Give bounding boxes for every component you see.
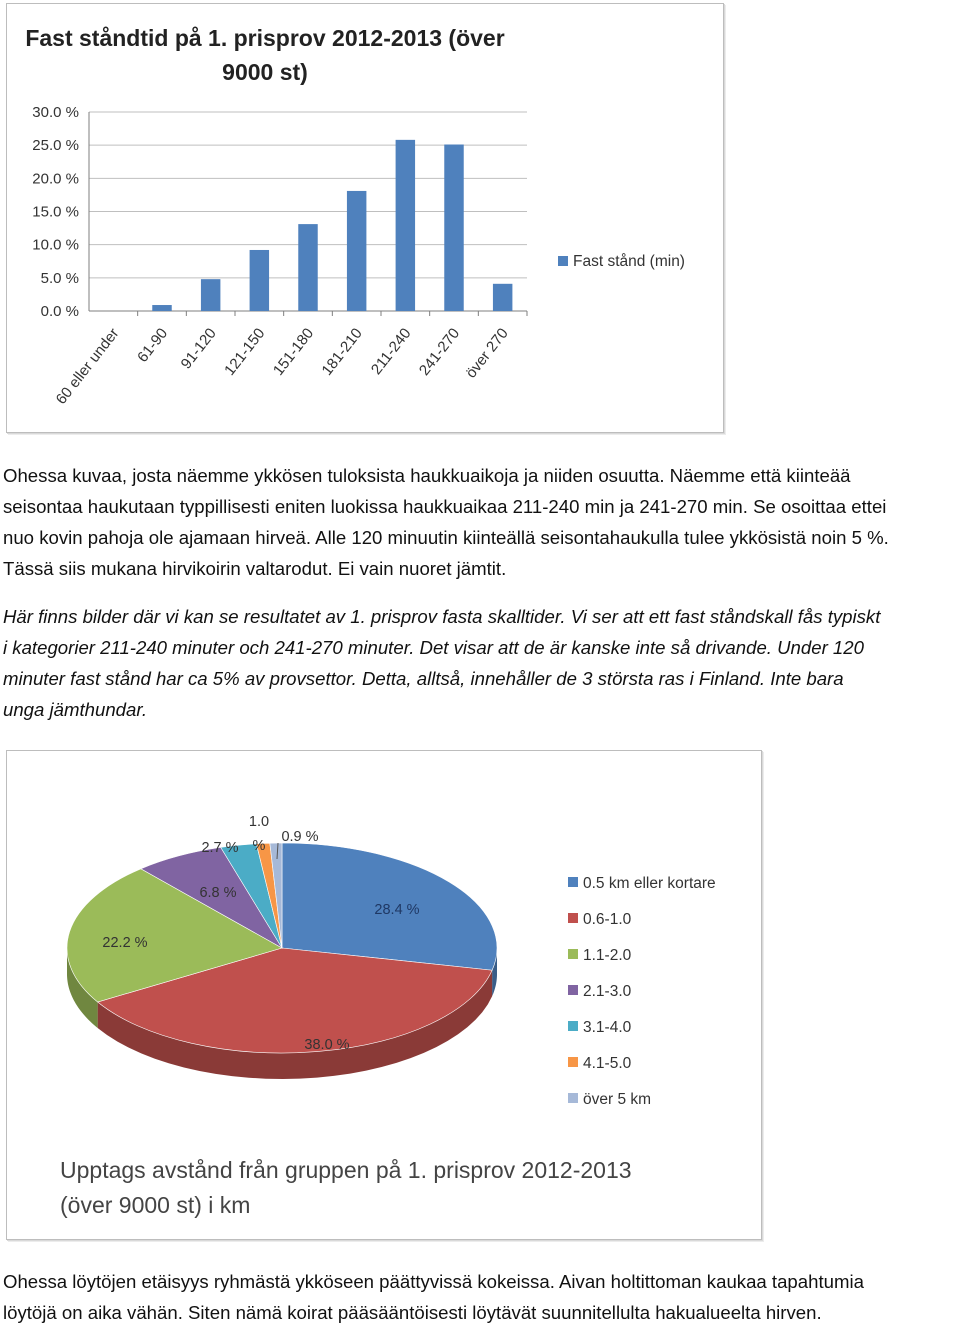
pie-data-label: 1.0 bbox=[248, 814, 270, 830]
paragraph-line: löytöjä on aika vähän. Siten nämä koirat pääsääntöisesti löytävät suunnitellulta hakualueelta hirven. bbox=[3, 1302, 822, 1323]
paragraph-line: Ohessa löytöjen etäisyys ryhmästä ykköseen päättyvissä kokeissa. Aivan holtittoman kaukaa tapahtumia bbox=[3, 1271, 864, 1292]
pie-data-label: 28.4 % bbox=[374, 902, 420, 918]
x-tick-label: 121-150 bbox=[221, 324, 269, 379]
y-tick-label: 25.0 % bbox=[32, 137, 79, 155]
pie-data-label: 38.0 % bbox=[304, 1037, 350, 1053]
y-tick-label: 10.0 % bbox=[32, 236, 79, 254]
paragraph-line: Ohessa kuvaa, josta näemme ykkösen tuloksista haukkuaikoja ja niiden osuutta. Näemme että kiinteää bbox=[3, 465, 851, 486]
x-tick-label: 91-120 bbox=[177, 324, 220, 373]
legend-swatch bbox=[568, 985, 578, 995]
legend-swatch bbox=[558, 256, 568, 266]
legend-label: 0.5 km eller kortare bbox=[583, 875, 716, 892]
pie-chart-frame bbox=[6, 750, 762, 1240]
bar bbox=[396, 140, 415, 311]
bar bbox=[347, 191, 366, 311]
x-tick-label: 60 eller under bbox=[52, 324, 123, 408]
legend-label: Fast stånd (min) bbox=[573, 253, 685, 270]
bar-chart bbox=[7, 4, 723, 432]
paragraph-line: Tässä siis mukana hirvikoirin valtarodut. Ei vain nuoret jämtit. bbox=[3, 558, 507, 579]
legend-swatch bbox=[568, 877, 578, 887]
bar bbox=[493, 284, 512, 311]
legend-swatch bbox=[568, 1057, 578, 1067]
paragraph-line: Här finns bilder där vi kan se resultatet av 1. prisprov fasta skalltider. Vi ser att ett fast ståndskall fås typiskt bbox=[3, 606, 881, 627]
legend-swatch bbox=[568, 1021, 578, 1031]
x-tick-label: 61-90 bbox=[134, 324, 172, 366]
legend-label: 3.1-4.0 bbox=[583, 1019, 632, 1036]
x-tick-label: 181-210 bbox=[318, 324, 366, 379]
legend-label: 4.1-5.0 bbox=[583, 1055, 632, 1072]
legend-label: 2.1-3.0 bbox=[583, 983, 632, 1000]
legend-label: 1.1-2.0 bbox=[583, 947, 632, 964]
paragraph-line: minuter fast stånd har ca 5% av provsettor. Detta, alltså, innehåller de 3 största ras i Finland. Inte bara bbox=[3, 668, 844, 689]
legend-swatch bbox=[568, 913, 578, 923]
bar bbox=[201, 279, 220, 311]
paragraph-line: i kategorier 211-240 minuter och 241-270 minuter. Det visar att de är kanske inte så drivande. Under 120 bbox=[3, 637, 864, 658]
pie-data-label: 0.9 % bbox=[281, 829, 319, 845]
y-tick-label: 0.0 % bbox=[40, 303, 79, 320]
chart-title: (över 9000 st) i km bbox=[60, 1192, 251, 1218]
paragraph-line: seisontaa haukutaan typpillisesti eniten luokissa haukkuaikaa 211-240 min ja 241-270 min. Se osoittaa ettei bbox=[3, 496, 887, 517]
pie-data-label: % bbox=[252, 838, 266, 854]
bar-chart-frame bbox=[6, 3, 724, 433]
paragraph-finnish-1 bbox=[3, 460, 957, 584]
y-tick-label: 20.0 % bbox=[32, 170, 79, 188]
x-tick-label: 151-180 bbox=[269, 324, 318, 379]
chart-title: 9000 st) bbox=[222, 59, 308, 85]
bar bbox=[152, 305, 171, 311]
legend-swatch bbox=[568, 1093, 578, 1103]
paragraph-line: nuo kovin pahoja ole ajamaan hirveä. Alle 120 minuutin kiinteällä seisontahaukulla tulee ykkösistä noin 5 %. bbox=[3, 527, 889, 548]
paragraph-finnish-2 bbox=[3, 1266, 957, 1328]
legend-label: över 5 km bbox=[583, 1091, 652, 1108]
legend-swatch bbox=[568, 949, 578, 959]
y-tick-label: 5.0 % bbox=[40, 269, 79, 287]
y-tick-label: 15.0 % bbox=[32, 203, 79, 221]
chart-title: Fast ståndtid på 1. prisprov 2012-2013 (över bbox=[25, 25, 505, 51]
y-tick-label: 30.0 % bbox=[32, 104, 79, 121]
pie-data-label: 22.2 % bbox=[102, 935, 148, 951]
paragraph-swedish bbox=[3, 601, 957, 725]
legend-label: 0.6-1.0 bbox=[583, 911, 632, 928]
chart-title: Upptags avstånd från gruppen på 1. prisprov 2012-2013 bbox=[60, 1157, 632, 1183]
pie-chart bbox=[7, 751, 761, 1239]
pie-data-label: 2.7 % bbox=[201, 840, 239, 856]
x-tick-label: 241-270 bbox=[415, 324, 464, 379]
x-tick-label: 211-240 bbox=[367, 324, 415, 378]
paragraph-line: unga jämthundar. bbox=[3, 699, 148, 720]
pie-data-label: 6.8 % bbox=[199, 885, 237, 901]
bar bbox=[250, 250, 269, 311]
x-tick-label: över 270 bbox=[462, 324, 512, 382]
bar bbox=[298, 224, 317, 311]
bar bbox=[444, 145, 463, 311]
